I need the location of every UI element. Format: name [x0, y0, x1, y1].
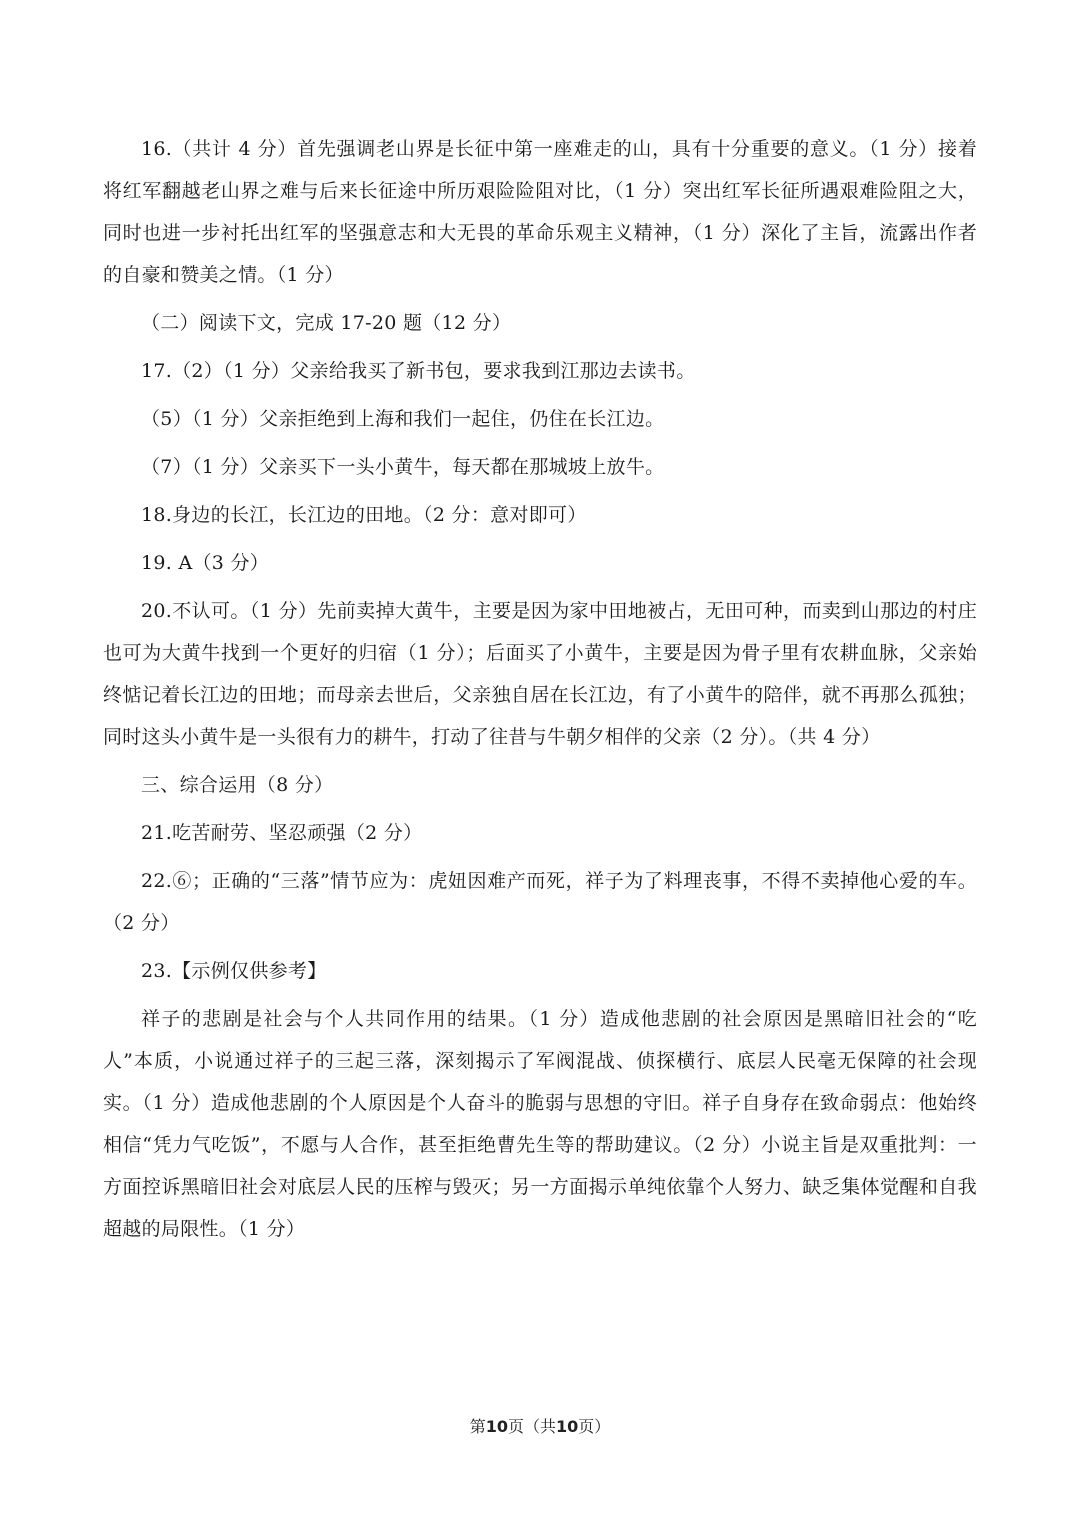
footer-suffix: 页）	[578, 1417, 611, 1436]
answer-23-body: 祥子的悲剧是社会与个人共同作用的结果。（1 分）造成他悲剧的社会原因是黑暗旧社会的“吃人”本质，小说通过祥子的三起三落，深刻揭示了军阀混战、侦探横行、底层人民毫无保障的社会现实。（1 分）造成他悲剧的个人原因是个人奋斗的脆弱与思想的守旧。祥子自身存在致命弱点：他始终相信“凭力气吃饭”，不愿与人合作，甚至拒绝曹先生等的帮助建议。（2 分）小说主旨是双重批判：一方面控诉黑暗旧社会对底层人民的压榨与毁灭；另一方面揭示单纯依靠个人努力、缺乏集体觉醒和自我超越的局限性。（1 分）	[103, 1008, 977, 1240]
answer-17-2: 17.（2）（1 分）父亲给我买了新书包，要求我到江那边去读书。	[141, 360, 696, 382]
section-3-heading: 三、综合运用（8 分）	[141, 774, 334, 796]
answer-17-7: （7）（1 分）父亲买下一头小黄牛，每天都在那城坡上放牛。	[141, 456, 665, 478]
answer-18: 18.身边的长江，长江边的田地。（2 分：意对即可）	[141, 504, 587, 526]
footer-page-number: 10	[485, 1417, 508, 1436]
answer-19: 19. A（3 分）	[141, 552, 270, 574]
answer-content	[103, 128, 977, 1256]
page-footer	[0, 1414, 1080, 1437]
answer-23-heading: 23.【示例仅供参考】	[141, 960, 327, 982]
answer-21: 21.吃苦耐劳、坚忍顽强（2 分）	[141, 822, 423, 844]
footer-total-pages: 10	[556, 1417, 579, 1436]
footer-prefix: 第	[469, 1417, 486, 1436]
answer-22: 22.⑥；正确的“三落”情节应为：虎妞因难产而死，祥子为了料理丧事，不得不卖掉他心爱的车。（2 分）	[103, 870, 977, 934]
answer-17-5: （5）（1 分）父亲拒绝到上海和我们一起住，仍住在长江边。	[141, 408, 665, 430]
footer-mid: 页（共	[507, 1417, 556, 1436]
section-2-heading: （二）阅读下文，完成 17-20 题（12 分）	[141, 312, 512, 334]
answer-20: 20.不认可。（1 分）先前卖掉大黄牛，主要是因为家中田地被占，无田可种，而卖到山那边的村庄也可为大黄牛找到一个更好的归宿（1 分）；后面买了小黄牛，主要是因为骨子里有农耕血脉，父亲始终惦记着长江边的田地；而母亲去世后，父亲独自居在长江边，有了小黄牛的陪伴，就不再那么孤独；同时这头小黄牛是一头很有力的耕牛，打动了往昔与牛朝夕相伴的父亲（2 分）。（共 4 分）	[103, 600, 977, 748]
answer-16: 16.（共计 4 分）首先强调老山界是长征中第一座难走的山，具有十分重要的意义。（1 分）接着将红军翻越老山界之难与后来长征途中所历艰险险阻对比，（1 分）突出红军长征所遇艰难险阻之大，同时也进一步衬托出红军的坚强意志和大无畏的革命乐观主义精神，（1 分）深化了主旨，流露出作者的自豪和赞美之情。（1 分）	[103, 138, 977, 286]
